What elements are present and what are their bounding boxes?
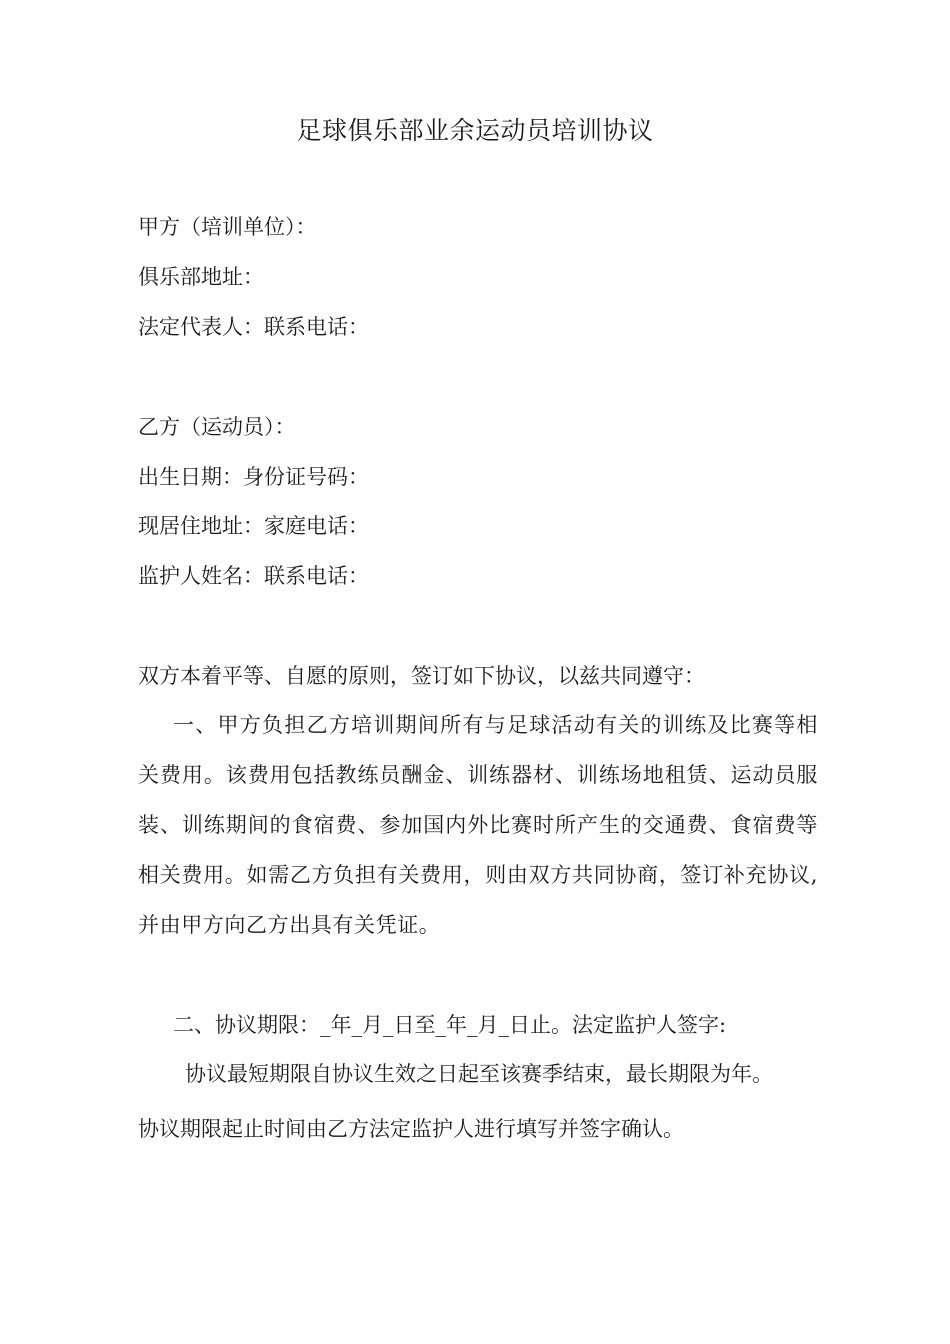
party-a-address-label: 俱乐部地址： xyxy=(138,265,264,289)
document-title: 足球俱乐部业余运动员培训协议 xyxy=(296,116,654,145)
party-a-name-label: 甲方（培训单位）： xyxy=(138,215,317,239)
clause-1: 一、甲方负担乙方培训期间所有与足球活动有关的训练及比赛等相关费用。该费用包括教练员酬金、训练器材、训练场地租赁、运动员服装、训练期间的食宿费、参加国内外比赛时所产生的交通费、食宿费等相关费用。如需乙方负担有关费用，则由双方共同协商，签订补充协议,并由甲方向乙方出具有关凭证。 xyxy=(138,713,818,937)
party-b-name-label: 乙方（运动员）： xyxy=(138,415,296,439)
clause-2-heading: 二、协议期限：_年_月_日至_年_月_日止。法定监护人签字: xyxy=(173,1013,727,1037)
preamble: 双方本着平等、自愿的原则，签订如下协议，以兹共同遵守： xyxy=(138,664,705,688)
party-b-guardian-label: 监护人姓名：联系电话： xyxy=(138,564,369,588)
party-b-birth-id-label: 出生日期：身份证号码： xyxy=(138,465,369,489)
party-b-address-phone-label: 现居住地址：家庭电话： xyxy=(138,514,369,538)
clause-2-line-2: 协议期限起止时间由乙方法定监护人进行填写并签字确认。 xyxy=(138,1117,684,1141)
party-a-rep-label: 法定代表人：联系电话： xyxy=(138,315,369,339)
clause-2-line-1: 协议最短期限自协议生效之日起至该赛季结束，最长期限为年。 xyxy=(185,1062,773,1086)
